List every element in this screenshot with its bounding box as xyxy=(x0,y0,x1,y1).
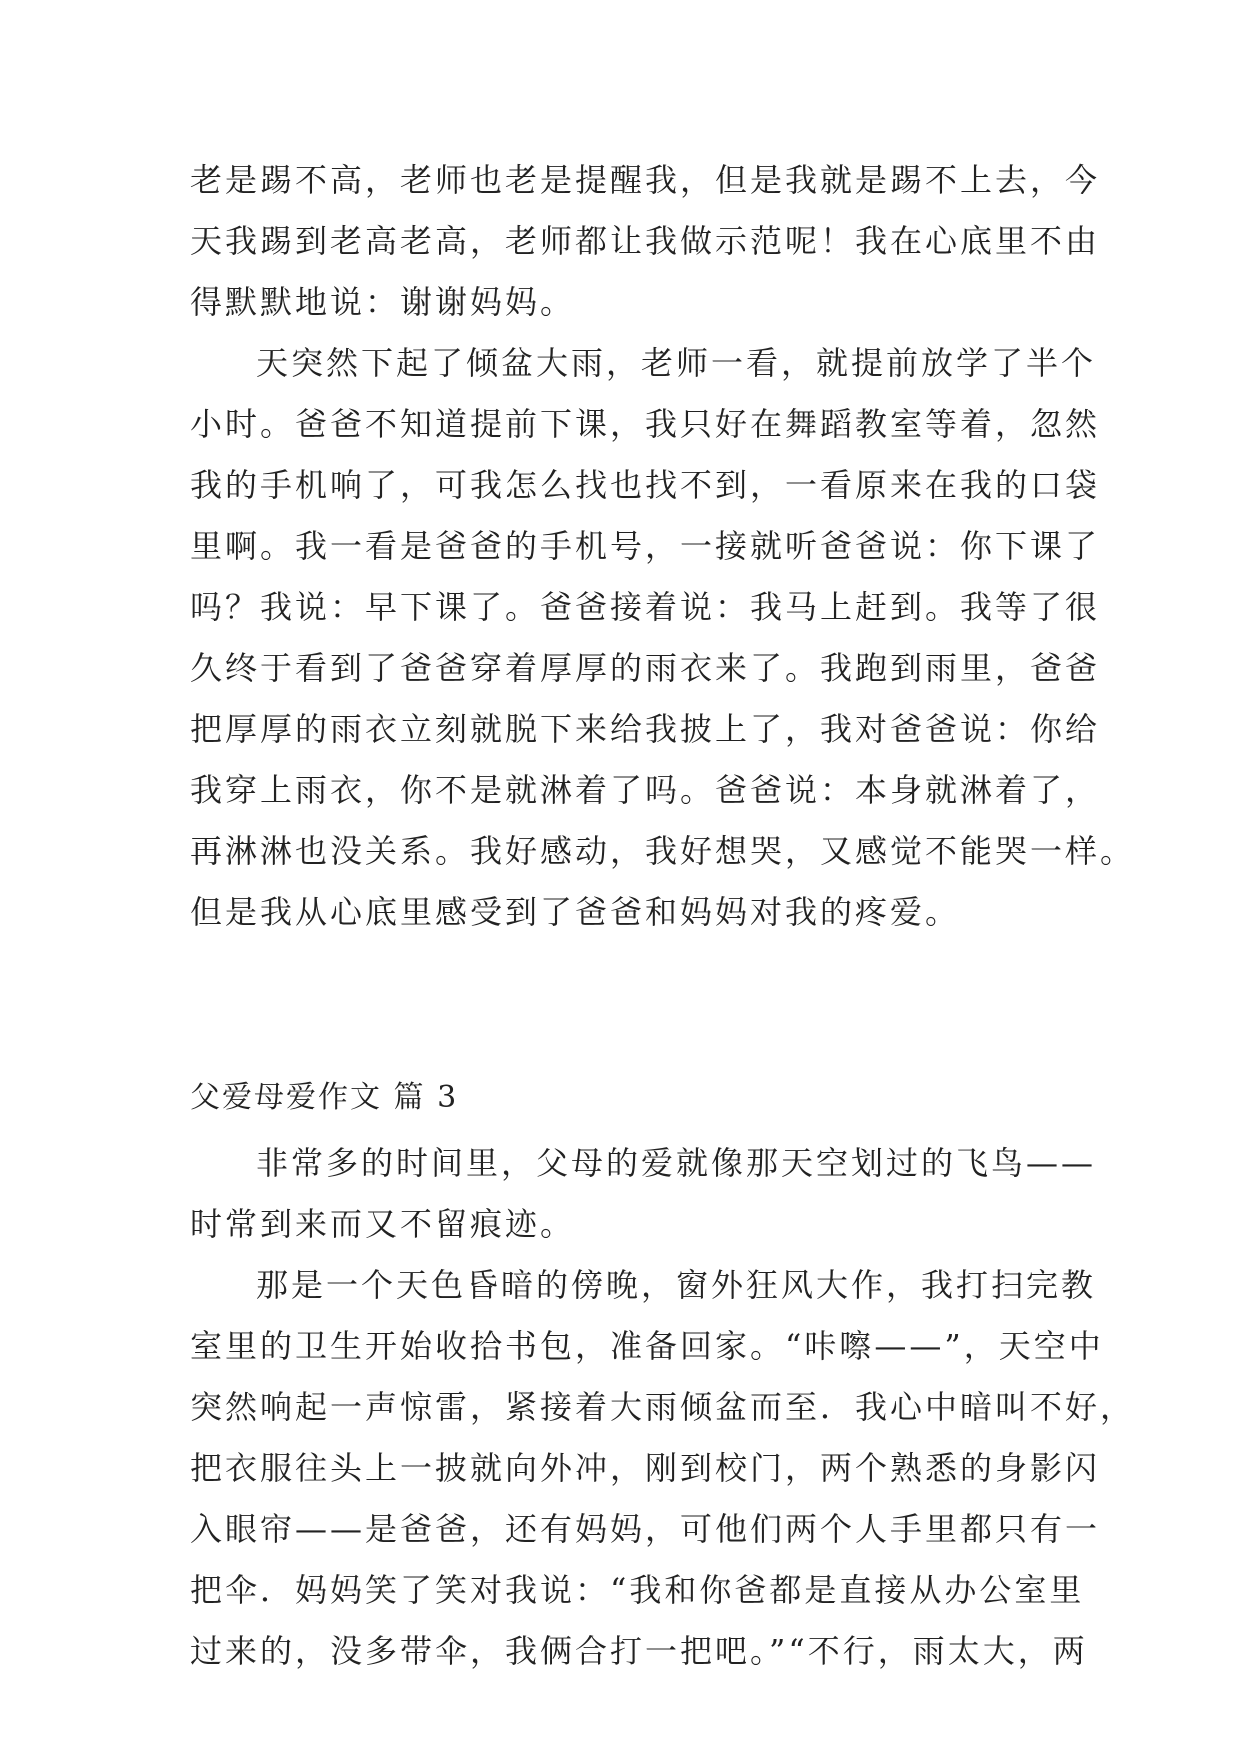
text-line: 室里的卫生开始收拾书包，准备回家。“咔嚓——”，天空中 xyxy=(190,1327,1104,1365)
text-line: 突然响起一声惊雷，紧接着大雨倾盆而至．我心中暗叫不好， xyxy=(190,1388,1136,1426)
text-line: 再淋淋也没关系。我好感动，我好想哭，又感觉不能哭一样。 xyxy=(190,832,1136,870)
section-heading: 父爱母爱作文 篇 3 xyxy=(190,1080,459,1115)
text-line: 时常到来而又不留痕迹。 xyxy=(190,1205,576,1243)
text-line: 天突然下起了倾盆大雨，老师一看，就提前放学了半个 xyxy=(256,344,1097,382)
text-line: 小时。爸爸不知道提前下课，我只好在舞蹈教室等着，忽然 xyxy=(190,405,1101,443)
text-line: 得默默地说：谢谢妈妈。 xyxy=(190,283,576,321)
document-page xyxy=(190,150,1136,1682)
text-line: 但是我从心底里感受到了爸爸和妈妈对我的疼爱。 xyxy=(190,893,961,931)
text-line: 天我踢到老高老高，老师都让我做示范呢！我在心底里不由 xyxy=(190,222,1101,260)
text-line: 我的手机响了，可我怎么找也找不到，一看原来在我的口袋 xyxy=(190,466,1101,504)
paragraph-2 xyxy=(190,333,1136,943)
text-line: 那是一个天色昏暗的傍晚，窗外狂风大作，我打扫完教 xyxy=(256,1266,1097,1304)
text-line: 非常多的时间里，父母的爱就像那天空划过的飞鸟—— xyxy=(256,1144,1097,1182)
text-line: 里啊。我一看是爸爸的手机号，一接就听爸爸说：你下课了 xyxy=(190,527,1101,565)
text-line: 吗？我说：早下课了。爸爸接着说：我马上赶到。我等了很 xyxy=(190,588,1101,626)
section-gap xyxy=(190,943,1050,1063)
text-line: 入眼帘——是爸爸，还有妈妈，可他们两个人手里都只有一 xyxy=(190,1510,1101,1548)
text-line: 把衣服往头上一披就向外冲，刚到校门，两个熟悉的身影闪 xyxy=(190,1449,1101,1487)
paragraph-3 xyxy=(190,1133,1097,1255)
text-line: 过来的，没多带伞，我俩合打一把吧。”“不行，雨太大，两 xyxy=(190,1632,1088,1670)
text-line: 我穿上雨衣，你不是就淋着了吗。爸爸说：本身就淋着了， xyxy=(190,771,1101,809)
paragraph-4 xyxy=(190,1255,1136,1682)
text-line: 把伞．妈妈笑了笑对我说：“我和你爸都是直接从办公室里 xyxy=(190,1571,1085,1609)
text-line: 把厚厚的雨衣立刻就脱下来给我披上了，我对爸爸说：你给 xyxy=(190,710,1101,748)
paragraph-1 xyxy=(190,150,1101,333)
text-line: 老是踢不高，老师也老是提醒我，但是我就是踢不上去，今 xyxy=(190,161,1101,199)
text-line: 久终于看到了爸爸穿着厚厚的雨衣来了。我跑到雨里，爸爸 xyxy=(190,649,1101,687)
